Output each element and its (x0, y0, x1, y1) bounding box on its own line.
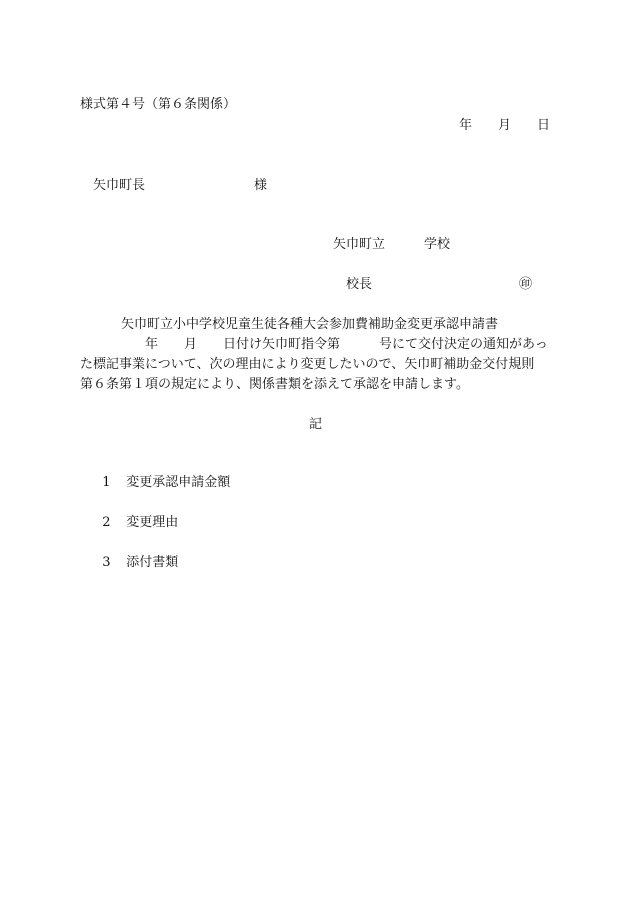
list-item (94, 536, 178, 572)
list-item (94, 496, 178, 532)
body-text-line: た標記事業について、次の理由により変更したいので、矢巾町補助金交付規則 (80, 357, 535, 372)
date-line: 年 月 日 (459, 118, 551, 133)
form-number: 様式第４号（第６条関係） (80, 97, 237, 112)
item-label: 変更理由 (126, 515, 179, 530)
addressee: 矢巾町長 (93, 178, 146, 193)
item-label: 変更承認申請金額 (126, 475, 231, 490)
body-text-line: 年 月 日付け矢巾町指令第 号にて交付決定の通知があっ (80, 337, 548, 352)
item-number: 1 (102, 475, 111, 490)
item-number: 3 (102, 555, 111, 570)
applicant-principal: 校長 (346, 277, 373, 292)
list-item (94, 456, 230, 492)
item-number: 2 (102, 515, 111, 530)
applicant-school: 矢巾町立 学校 (333, 237, 451, 252)
item-label: 添付書類 (126, 555, 179, 570)
document-subject: 矢巾町立小中学校児童生徒各種大会参加費補助金変更承認申請書 (121, 317, 499, 332)
body-text-line: 第６条第１項の規定により、関係書類を添えて承認を申請します。 (80, 377, 469, 392)
addressee-suffix: 様 (254, 178, 268, 193)
ki-heading: 記 (309, 417, 323, 432)
seal-mark: ㊞ (519, 277, 533, 292)
